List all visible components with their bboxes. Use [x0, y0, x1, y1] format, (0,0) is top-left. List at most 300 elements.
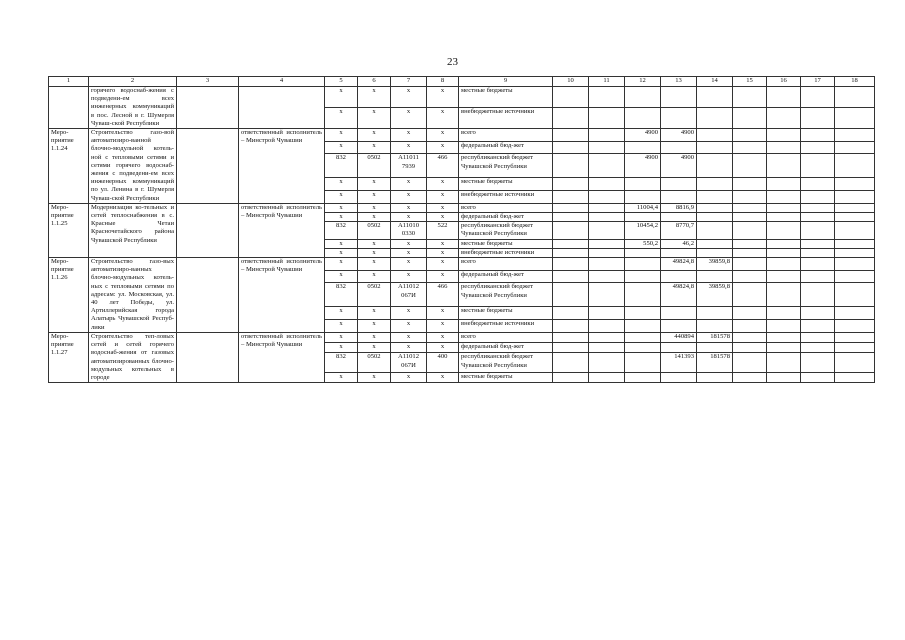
year-cell	[661, 248, 697, 257]
year-cell	[625, 283, 661, 307]
year-cell	[589, 239, 625, 248]
year-cell	[553, 87, 589, 108]
year-cell	[733, 222, 767, 239]
year-cell	[767, 141, 801, 154]
section-cell: x	[358, 270, 391, 283]
year-cell	[801, 154, 835, 178]
year-cell	[801, 108, 835, 129]
year-cell	[553, 141, 589, 154]
year-cell	[553, 129, 589, 142]
target-item-cell: x	[391, 258, 427, 271]
kbk-gov-cell: x	[325, 203, 358, 212]
year-cell	[661, 343, 697, 353]
year-cell	[767, 372, 801, 382]
year-cell	[625, 258, 661, 271]
year-cell	[835, 203, 875, 212]
expense-type-cell: x	[427, 270, 459, 283]
year-cell	[835, 141, 875, 154]
funding-source-cell: республиканский бюджет Чувашской Республики	[459, 154, 553, 178]
year-cell	[625, 353, 661, 372]
column3-cell	[177, 332, 239, 382]
measure-code-cell	[49, 87, 89, 129]
year-cell	[801, 129, 835, 142]
column-number: 2	[89, 77, 177, 87]
section-cell: x	[358, 203, 391, 212]
year-cell	[625, 248, 661, 257]
year-cell	[589, 203, 625, 212]
year-cell: 39859,8	[697, 258, 733, 271]
year-cell	[661, 270, 697, 283]
measure-description-cell: Строительство теп-ловых сетей и сетей горячего водоснаб-жения от газовых автоматизированных блочно-модульных котельных в городе	[89, 332, 177, 382]
table-row	[49, 129, 875, 142]
year-cell	[553, 178, 589, 191]
responsible-cell	[239, 87, 325, 129]
year-cell	[767, 248, 801, 257]
year-cell	[767, 108, 801, 129]
year-cell	[767, 203, 801, 212]
target-item-cell: x	[391, 307, 427, 320]
year-cell	[767, 213, 801, 222]
kbk-gov-cell: 832	[325, 283, 358, 307]
year-cell: 181578	[697, 353, 733, 372]
section-cell: x	[358, 191, 391, 204]
year-cell	[625, 213, 661, 222]
year-cell: 141393	[661, 353, 697, 372]
funding-source-cell: федеральный бюд-жет	[459, 213, 553, 222]
year-cell	[733, 248, 767, 257]
year-cell	[801, 270, 835, 283]
kbk-gov-cell: x	[325, 213, 358, 222]
expense-type-cell: 466	[427, 154, 459, 178]
target-item-cell: А11012 067И	[391, 283, 427, 307]
year-cell	[589, 307, 625, 320]
expense-type-cell: x	[427, 178, 459, 191]
funding-source-cell: федеральный бюд-жет	[459, 343, 553, 353]
year-cell	[767, 343, 801, 353]
year-cell	[801, 203, 835, 212]
expense-type-cell: x	[427, 332, 459, 342]
year-cell: 550,2	[625, 239, 661, 248]
year-cell	[801, 283, 835, 307]
target-item-cell: x	[391, 191, 427, 204]
year-cell	[733, 141, 767, 154]
year-cell	[835, 239, 875, 248]
target-item-cell: x	[391, 270, 427, 283]
year-cell	[733, 178, 767, 191]
column-number: 5	[325, 77, 358, 87]
funding-source-cell: всего	[459, 129, 553, 142]
target-item-cell: А11012 067И	[391, 353, 427, 372]
expense-type-cell: x	[427, 87, 459, 108]
measure-code-cell: Меро-приятие 1.1.25	[49, 203, 89, 257]
year-cell	[733, 239, 767, 248]
year-cell	[553, 258, 589, 271]
year-cell	[733, 283, 767, 307]
column-number: 3	[177, 77, 239, 87]
year-cell	[835, 87, 875, 108]
year-cell	[625, 343, 661, 353]
year-cell	[553, 222, 589, 239]
column3-cell	[177, 258, 239, 333]
year-cell	[553, 154, 589, 178]
year-cell	[697, 239, 733, 248]
year-cell	[589, 258, 625, 271]
column3-cell	[177, 203, 239, 257]
year-cell: 10454,2	[625, 222, 661, 239]
year-cell	[801, 258, 835, 271]
year-cell	[733, 343, 767, 353]
column-number: 8	[427, 77, 459, 87]
year-cell	[553, 343, 589, 353]
year-cell	[835, 307, 875, 320]
year-cell	[625, 332, 661, 342]
year-cell	[767, 270, 801, 283]
kbk-gov-cell: x	[325, 372, 358, 382]
section-cell: 0502	[358, 353, 391, 372]
year-cell	[553, 213, 589, 222]
kbk-gov-cell: x	[325, 178, 358, 191]
year-cell	[835, 270, 875, 283]
expense-type-cell: 522	[427, 222, 459, 239]
target-item-cell: x	[391, 87, 427, 108]
column-number: 6	[358, 77, 391, 87]
table-row	[49, 332, 875, 342]
section-cell: x	[358, 320, 391, 333]
year-cell	[697, 129, 733, 142]
responsible-cell: ответственный исполнитель – Минстрой Чувашии	[239, 203, 325, 257]
expense-type-cell: 400	[427, 353, 459, 372]
year-cell: 4900	[661, 129, 697, 142]
section-cell: x	[358, 239, 391, 248]
measure-description-cell: Строительство газо-вых автоматизиро-ванных блочно-модульных котель-ных с тепловыми сетями по адресам: ул. Московская, ул. 40 лет Победы, ул. Артиллерийская города Алатырь Чувашской Респуб-лики	[89, 258, 177, 333]
column-number: 15	[733, 77, 767, 87]
measure-code-cell: Меро-приятие 1.1.27	[49, 332, 89, 382]
year-cell	[589, 372, 625, 382]
expense-type-cell: x	[427, 248, 459, 257]
expense-type-cell: x	[427, 203, 459, 212]
year-cell	[661, 307, 697, 320]
column3-cell	[177, 129, 239, 204]
year-cell: 39859,8	[697, 283, 733, 307]
year-cell	[661, 191, 697, 204]
year-cell	[697, 320, 733, 333]
column-number: 7	[391, 77, 427, 87]
year-cell	[697, 154, 733, 178]
year-cell	[801, 213, 835, 222]
funding-source-cell: местные бюджеты	[459, 372, 553, 382]
year-cell	[589, 108, 625, 129]
year-cell	[661, 141, 697, 154]
year-cell	[697, 141, 733, 154]
program-measures-table	[48, 76, 875, 383]
kbk-gov-cell: x	[325, 191, 358, 204]
year-cell	[589, 343, 625, 353]
year-cell	[553, 270, 589, 283]
target-item-cell: А11010 0330	[391, 222, 427, 239]
section-cell: 0502	[358, 154, 391, 178]
year-cell	[697, 213, 733, 222]
year-cell	[697, 87, 733, 108]
year-cell	[661, 87, 697, 108]
section-cell: x	[358, 108, 391, 129]
year-cell	[733, 307, 767, 320]
year-cell	[733, 191, 767, 204]
year-cell	[625, 372, 661, 382]
year-cell	[767, 87, 801, 108]
year-cell: 46,2	[661, 239, 697, 248]
year-cell: 4900	[625, 129, 661, 142]
year-cell	[661, 108, 697, 129]
kbk-gov-cell: x	[325, 332, 358, 342]
year-cell: 4900	[625, 154, 661, 178]
year-cell: 8816,9	[661, 203, 697, 212]
year-cell	[835, 343, 875, 353]
year-cell	[801, 248, 835, 257]
expense-type-cell: x	[427, 258, 459, 271]
year-cell	[553, 372, 589, 382]
column-number: 9	[459, 77, 553, 87]
year-cell	[661, 213, 697, 222]
year-cell: 4900	[661, 154, 697, 178]
year-cell	[733, 213, 767, 222]
responsible-cell: ответственный исполнитель – Минстрой Чувашии	[239, 129, 325, 204]
year-cell	[801, 239, 835, 248]
year-cell	[767, 154, 801, 178]
year-cell	[625, 141, 661, 154]
target-item-cell: x	[391, 372, 427, 382]
funding-source-cell: республиканский бюджет Чувашской Республики	[459, 222, 553, 239]
measure-description-cell: Модернизация ко-тельных и сетей теплоснабжения в с. Красные Четаи Красночетайского района Чувашской Республики	[89, 203, 177, 257]
kbk-gov-cell: x	[325, 87, 358, 108]
funding-source-cell: внебюджетные источники	[459, 320, 553, 333]
column-number: 1	[49, 77, 89, 87]
year-cell	[553, 320, 589, 333]
section-cell: x	[358, 307, 391, 320]
kbk-gov-cell: 832	[325, 353, 358, 372]
target-item-cell: x	[391, 239, 427, 248]
year-cell	[835, 178, 875, 191]
section-cell: x	[358, 343, 391, 353]
year-cell	[697, 203, 733, 212]
year-cell	[589, 191, 625, 204]
column-number: 13	[661, 77, 697, 87]
column-number: 16	[767, 77, 801, 87]
year-cell	[589, 129, 625, 142]
year-cell	[733, 129, 767, 142]
year-cell	[625, 108, 661, 129]
year-cell	[835, 129, 875, 142]
column-number-row	[49, 77, 875, 87]
year-cell	[835, 222, 875, 239]
year-cell	[835, 191, 875, 204]
year-cell	[625, 87, 661, 108]
year-cell	[589, 248, 625, 257]
year-cell	[835, 372, 875, 382]
expense-type-cell: x	[427, 343, 459, 353]
table-row	[49, 258, 875, 271]
year-cell	[589, 320, 625, 333]
year-cell	[801, 307, 835, 320]
year-cell	[801, 87, 835, 108]
year-cell	[553, 203, 589, 212]
kbk-gov-cell: x	[325, 239, 358, 248]
column3-cell	[177, 87, 239, 129]
kbk-gov-cell: x	[325, 108, 358, 129]
year-cell	[835, 258, 875, 271]
year-cell	[697, 178, 733, 191]
funding-source-cell: всего	[459, 203, 553, 212]
year-cell	[625, 270, 661, 283]
year-cell	[767, 307, 801, 320]
table-row	[49, 203, 875, 212]
year-cell	[553, 248, 589, 257]
year-cell	[697, 343, 733, 353]
year-cell	[625, 320, 661, 333]
funding-source-cell: федеральный бюд-жет	[459, 270, 553, 283]
funding-source-cell: местные бюджеты	[459, 87, 553, 108]
funding-source-cell: внебюджетные источники	[459, 108, 553, 129]
section-cell: x	[358, 258, 391, 271]
year-cell	[767, 320, 801, 333]
funding-source-cell: республиканский бюджет Чувашской Республики	[459, 283, 553, 307]
funding-source-cell: федеральный бюд-жет	[459, 141, 553, 154]
year-cell	[801, 332, 835, 342]
year-cell	[767, 239, 801, 248]
section-cell: 0502	[358, 283, 391, 307]
year-cell	[625, 307, 661, 320]
column-number: 18	[835, 77, 875, 87]
funding-source-cell: всего	[459, 258, 553, 271]
year-cell	[767, 283, 801, 307]
kbk-gov-cell: x	[325, 270, 358, 283]
expense-type-cell: x	[427, 320, 459, 333]
column-number: 11	[589, 77, 625, 87]
year-cell	[801, 191, 835, 204]
table-row	[49, 87, 875, 108]
expense-type-cell: x	[427, 129, 459, 142]
year-cell	[589, 141, 625, 154]
expense-type-cell: x	[427, 108, 459, 129]
year-cell	[767, 222, 801, 239]
year-cell	[589, 270, 625, 283]
target-item-cell: x	[391, 108, 427, 129]
year-cell	[733, 108, 767, 129]
year-cell: 49824,8	[661, 283, 697, 307]
year-cell	[697, 372, 733, 382]
year-cell	[733, 87, 767, 108]
kbk-gov-cell: x	[325, 248, 358, 257]
year-cell	[697, 248, 733, 257]
year-cell: 181578	[697, 332, 733, 342]
measure-description-cell: Строительство газо-вой автоматизиро-ванной блочно-модульной котель-ной с тепловыми сетями и сетями горячего водоснаб-жения с подведени-ем всех инженерных коммуникаций по ул. Ленина в г. Шумерля Чуваш-ской Республики	[89, 129, 177, 204]
expense-type-cell: x	[427, 213, 459, 222]
year-cell	[553, 307, 589, 320]
measure-code-cell: Меро-приятие 1.1.26	[49, 258, 89, 333]
year-cell	[697, 270, 733, 283]
year-cell	[733, 353, 767, 372]
year-cell: 49824,8	[661, 258, 697, 271]
year-cell: 440894	[661, 332, 697, 342]
year-cell	[801, 353, 835, 372]
section-cell: x	[358, 141, 391, 154]
year-cell	[767, 353, 801, 372]
year-cell	[835, 248, 875, 257]
year-cell	[625, 191, 661, 204]
funding-source-cell: внебюджетные источники	[459, 248, 553, 257]
year-cell	[589, 213, 625, 222]
expense-type-cell: x	[427, 372, 459, 382]
target-item-cell: x	[391, 203, 427, 212]
year-cell	[767, 191, 801, 204]
column-number: 4	[239, 77, 325, 87]
year-cell	[801, 343, 835, 353]
section-cell: x	[358, 248, 391, 257]
column-number: 10	[553, 77, 589, 87]
target-item-cell: x	[391, 141, 427, 154]
year-cell	[661, 178, 697, 191]
kbk-gov-cell: x	[325, 129, 358, 142]
year-cell	[733, 332, 767, 342]
year-cell	[661, 320, 697, 333]
kbk-gov-cell: x	[325, 320, 358, 333]
expense-type-cell: x	[427, 239, 459, 248]
year-cell	[835, 353, 875, 372]
year-cell	[589, 353, 625, 372]
column-number: 14	[697, 77, 733, 87]
target-item-cell: x	[391, 320, 427, 333]
target-item-cell: x	[391, 178, 427, 191]
section-cell: x	[358, 372, 391, 382]
year-cell	[733, 203, 767, 212]
year-cell	[767, 258, 801, 271]
year-cell	[661, 372, 697, 382]
year-cell	[733, 320, 767, 333]
year-cell	[589, 87, 625, 108]
year-cell	[733, 372, 767, 382]
kbk-gov-cell: x	[325, 307, 358, 320]
year-cell	[835, 154, 875, 178]
year-cell	[589, 332, 625, 342]
year-cell	[733, 258, 767, 271]
target-item-cell: x	[391, 129, 427, 142]
year-cell	[553, 283, 589, 307]
year-cell: 11004,4	[625, 203, 661, 212]
year-cell	[801, 320, 835, 333]
year-cell	[553, 239, 589, 248]
target-item-cell: А11011 7939	[391, 154, 427, 178]
year-cell	[835, 108, 875, 129]
year-cell	[697, 191, 733, 204]
target-item-cell: x	[391, 343, 427, 353]
column-number: 17	[801, 77, 835, 87]
section-cell: x	[358, 213, 391, 222]
section-cell: x	[358, 87, 391, 108]
year-cell	[835, 283, 875, 307]
year-cell	[589, 154, 625, 178]
expense-type-cell: 466	[427, 283, 459, 307]
expense-type-cell: x	[427, 307, 459, 320]
measure-description-cell: горячего водоснаб-жения с подведени-ем всех инженерных коммуникаций в пос. Лесной в г. Шумерля Чуваш-ской Республики	[89, 87, 177, 129]
kbk-gov-cell: 832	[325, 154, 358, 178]
year-cell	[553, 332, 589, 342]
year-cell	[589, 222, 625, 239]
measure-code-cell: Меро-приятие 1.1.24	[49, 129, 89, 204]
year-cell	[801, 372, 835, 382]
year-cell	[767, 178, 801, 191]
funding-source-cell: внебюджетные источники	[459, 191, 553, 204]
year-cell	[733, 270, 767, 283]
section-cell: x	[358, 332, 391, 342]
